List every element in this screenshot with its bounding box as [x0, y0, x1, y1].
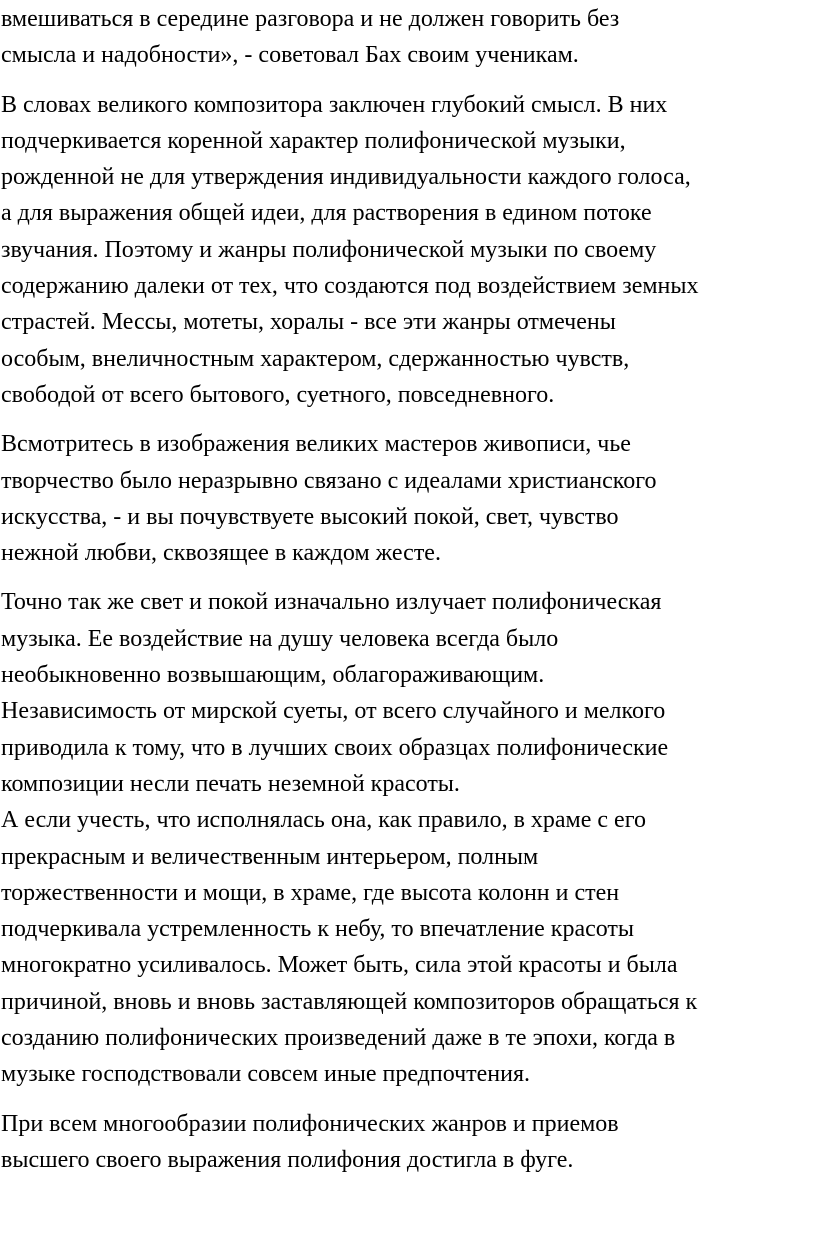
- text-line: звучания. Поэтому и жанры полифонической музыки по своему: [1, 236, 657, 263]
- text-line: Независимость от мирской суеты, от всего случайного и мелкого: [1, 698, 666, 725]
- text-line: искусства, - и вы почувствуете высокий покой, свет, чувство: [1, 503, 619, 530]
- text-line: музыке господствовали совсем иные предпочтения.: [1, 1061, 531, 1088]
- text-line: страстей. Мессы, мотеты, хоралы - все эти жанры отмечены: [1, 309, 616, 336]
- text-line: Точно так же свет и покой изначально излучает полифоническая: [1, 589, 662, 616]
- text-line: При всем многообразии полифонических жанров и приемов: [1, 1110, 619, 1137]
- text-line: прекрасным и величественным интерьером, полным: [1, 843, 539, 870]
- text-line: нежной любви, сквозящее в каждом жесте.: [1, 540, 441, 567]
- text-line: необыкновенно возвышающим, облагораживающим.: [1, 662, 545, 689]
- paragraph-1: [1, 1, 816, 74]
- text-line: подчеркивала устремленность к небу, то впечатление красоты: [1, 916, 635, 943]
- text-line: торжественности и мощи, в храме, где высота колонн и стен: [1, 879, 620, 906]
- text-line: приводила к тому, что в лучших своих образцах полифонические: [1, 734, 669, 761]
- text-line: А если учесть, что исполнялась она, как правило, в храме с его: [1, 807, 646, 834]
- text-line: В словах великого композитора заключен глубокий смысл. В них: [1, 91, 668, 118]
- text-line: а для выражения общей идеи, для растворения в едином потоке: [1, 200, 652, 227]
- paragraph-5: [1, 1106, 816, 1179]
- text-line: рожденной не для утверждения индивидуальности каждого голоса,: [1, 164, 691, 191]
- paragraph-2: [1, 87, 816, 414]
- text-line: высшего своего выражения полифония достигла в фуге.: [1, 1146, 574, 1173]
- text-line: содержанию далеки от тех, что создаются под воздействием земных: [1, 273, 699, 300]
- text-line: вмешиваться в середине разговора и не должен говорить без: [1, 6, 620, 32]
- text-line: созданию полифонических произведений даже в те эпохи, когда в: [1, 1025, 676, 1052]
- text-line: композиции несли печать неземной красоты.: [1, 770, 460, 797]
- text-line: особым, внеличностным характером, сдержанностью чувств,: [1, 345, 630, 372]
- text-line: свободой от всего бытового, суетного, повседневного.: [1, 381, 555, 408]
- paragraph-4: [1, 584, 816, 1092]
- text-line: смысла и надобности», - советовал Бах своим ученикам.: [1, 42, 579, 69]
- text-line: Всмотритесь в изображения великих мастеров живописи, чье: [1, 431, 631, 458]
- text-line: музыка. Ее воздействие на душу человека всегда было: [1, 625, 559, 652]
- text-line: творчество было неразрывно связано с идеалами христианского: [1, 467, 657, 494]
- paragraph-3: [1, 426, 816, 571]
- text-line: причиной, вновь и вновь заставляющей композиторов обращаться к: [1, 988, 698, 1015]
- text-line: многократно усиливалось. Может быть, сила этой красоты и была: [1, 952, 678, 979]
- text-line: подчеркивается коренной характер полифонической музыки,: [1, 127, 626, 154]
